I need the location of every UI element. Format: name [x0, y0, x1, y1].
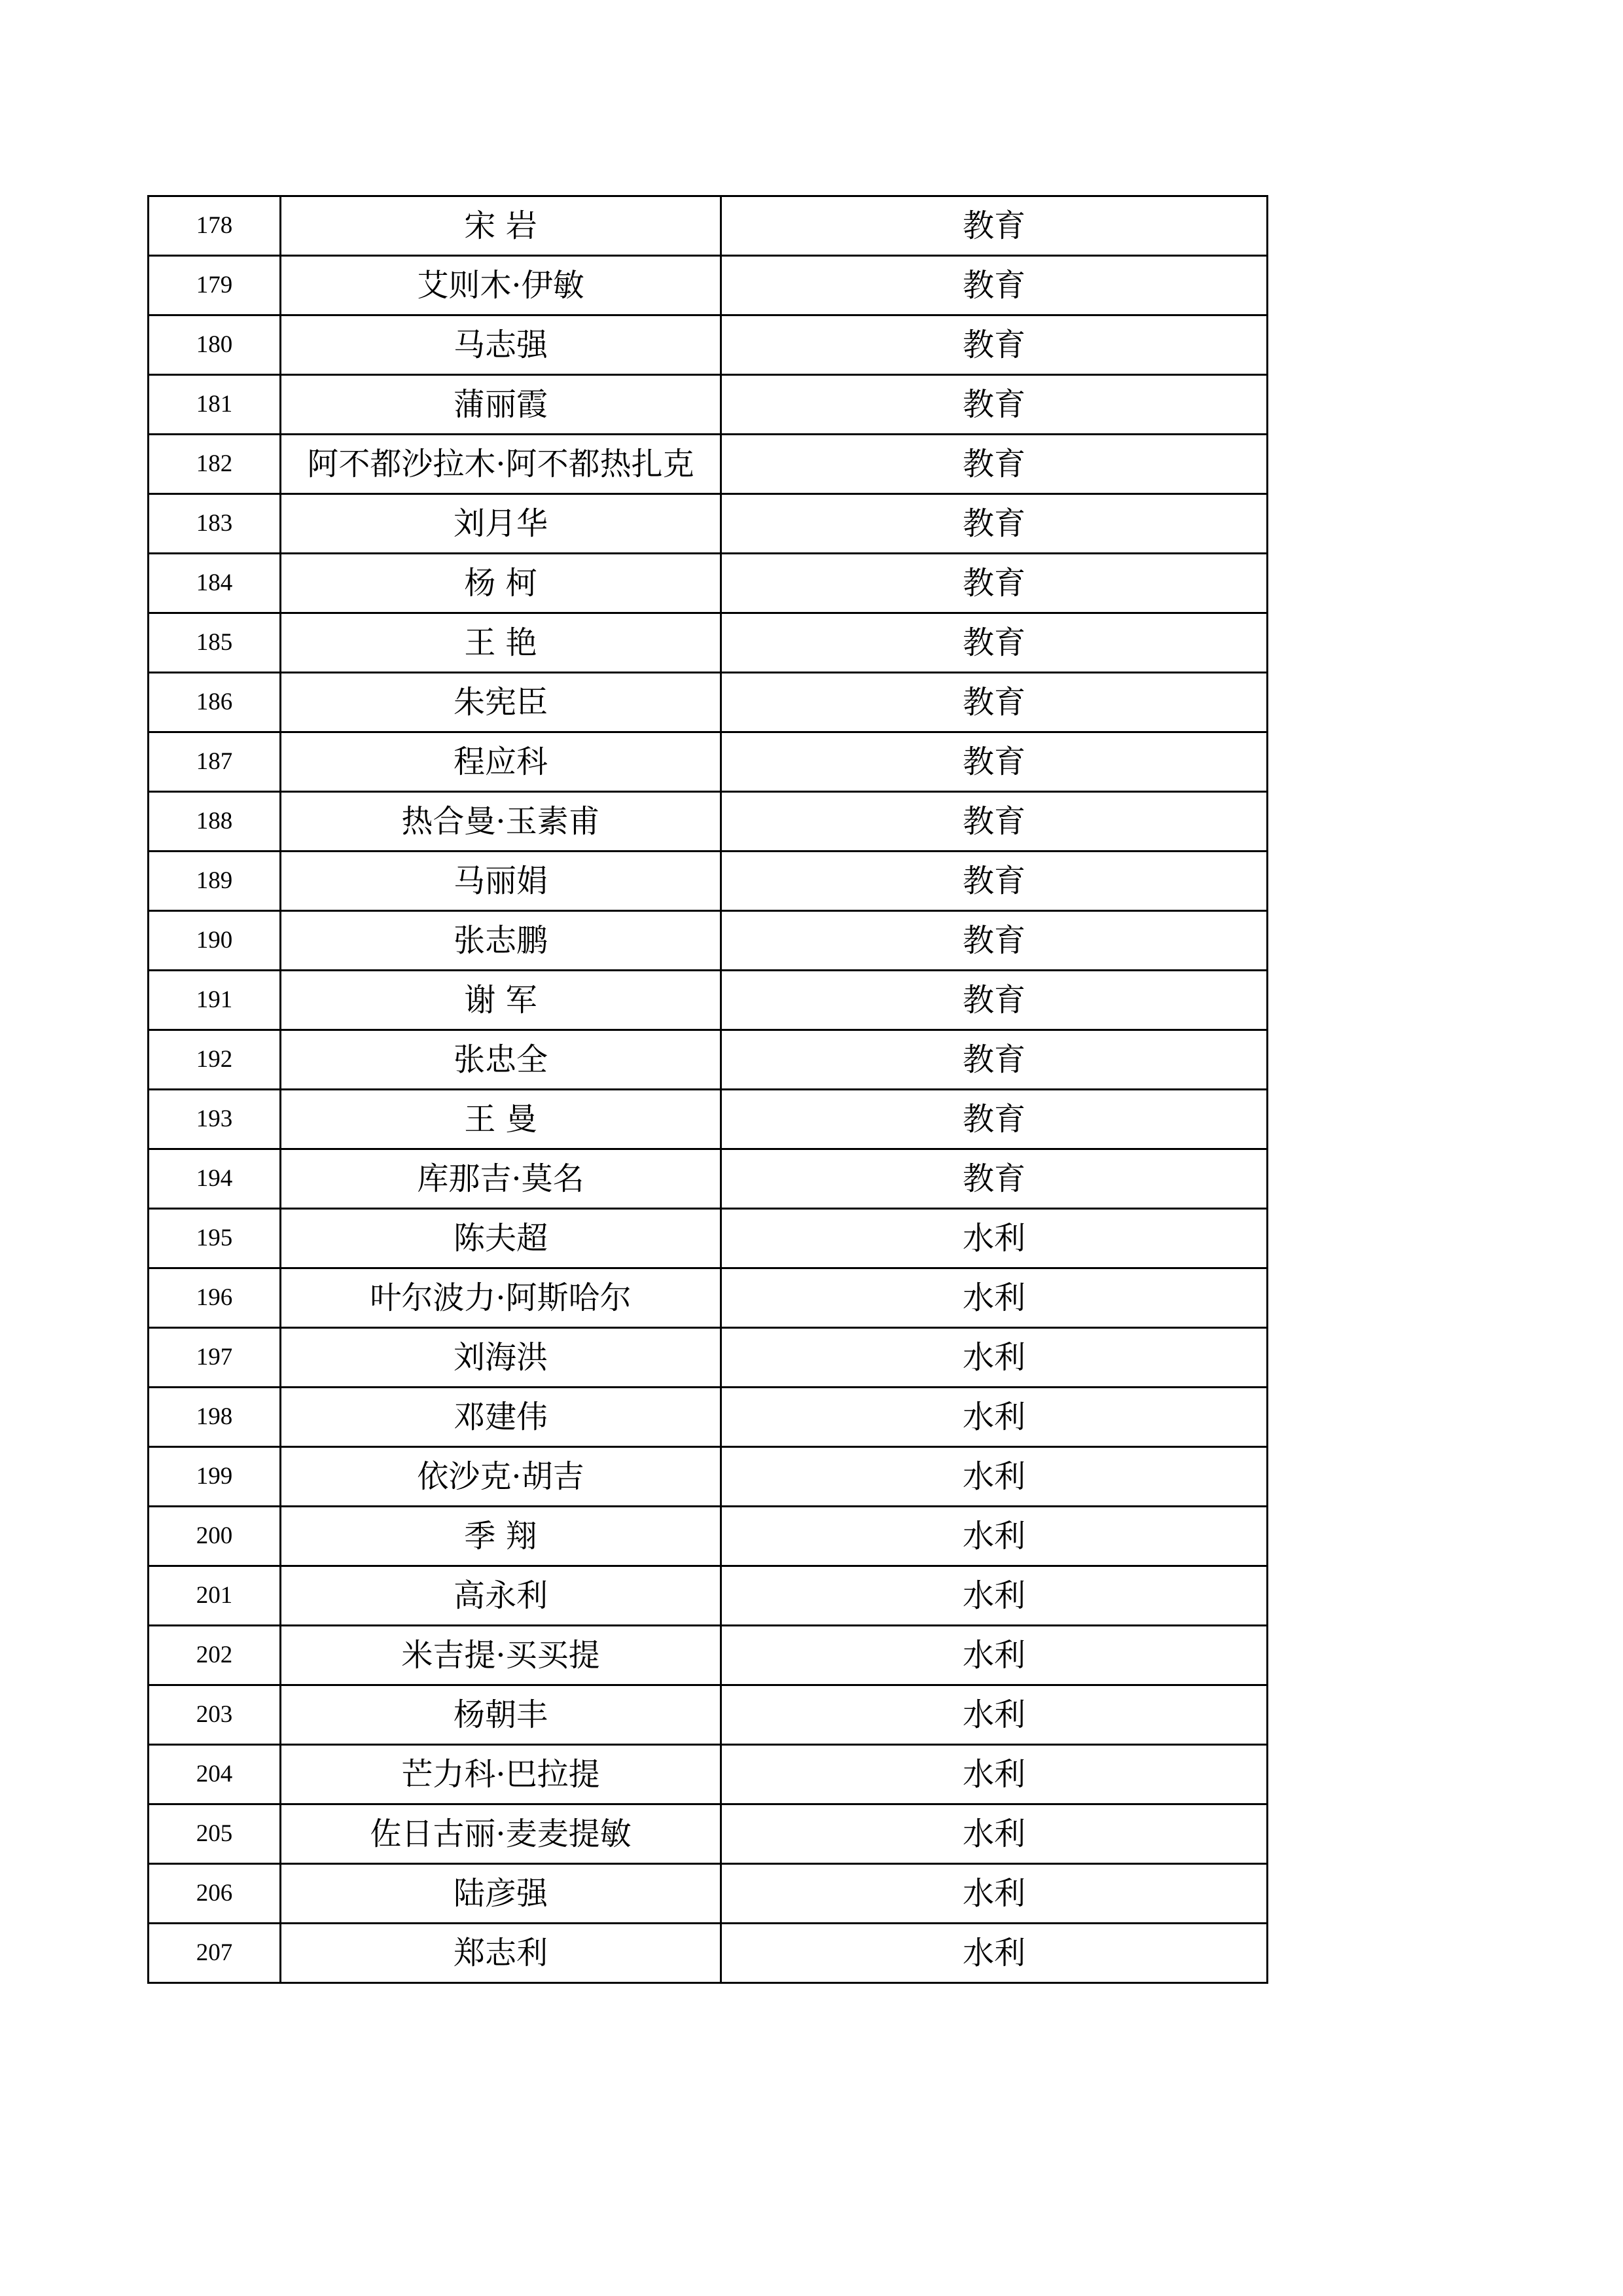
sector-cell: 水利 — [721, 1447, 1268, 1507]
sector-cell: 教育 — [721, 911, 1268, 971]
row-number-cell: 190 — [149, 911, 281, 971]
table-row — [149, 673, 1268, 732]
row-number-cell: 187 — [149, 732, 281, 792]
row-number-cell: 204 — [149, 1745, 281, 1804]
table-row — [149, 1924, 1268, 1983]
sector-cell: 教育 — [721, 315, 1268, 375]
person-name-cell: 高永利 — [281, 1566, 721, 1626]
row-number-cell: 201 — [149, 1566, 281, 1626]
row-number-cell: 202 — [149, 1626, 281, 1685]
sector-cell: 水利 — [721, 1566, 1268, 1626]
table-row — [149, 1388, 1268, 1447]
table-row — [149, 1149, 1268, 1209]
sector-cell: 教育 — [721, 1149, 1268, 1209]
table-row — [149, 1209, 1268, 1268]
table-row — [149, 1030, 1268, 1090]
sector-cell: 教育 — [721, 792, 1268, 852]
row-number-cell: 193 — [149, 1090, 281, 1149]
table-row — [149, 1268, 1268, 1328]
table-row — [149, 256, 1268, 315]
sector-cell: 教育 — [721, 673, 1268, 732]
row-number-cell: 184 — [149, 554, 281, 613]
sector-cell: 教育 — [721, 732, 1268, 792]
sector-cell: 水利 — [721, 1507, 1268, 1566]
person-name-cell: 张志鹏 — [281, 911, 721, 971]
table-row — [149, 315, 1268, 375]
table-row — [149, 852, 1268, 911]
table-row — [149, 494, 1268, 554]
row-number-cell: 185 — [149, 613, 281, 673]
sector-cell: 教育 — [721, 613, 1268, 673]
table-row — [149, 1804, 1268, 1864]
person-name-cell: 米吉提·买买提 — [281, 1626, 721, 1685]
row-number-cell: 200 — [149, 1507, 281, 1566]
sector-cell: 教育 — [721, 256, 1268, 315]
table-row — [149, 196, 1268, 256]
person-name-cell: 季 翔 — [281, 1507, 721, 1566]
row-number-cell: 192 — [149, 1030, 281, 1090]
sector-cell: 水利 — [721, 1626, 1268, 1685]
person-name-cell: 宋 岩 — [281, 196, 721, 256]
table-row — [149, 554, 1268, 613]
table-row — [149, 1566, 1268, 1626]
sector-cell: 教育 — [721, 494, 1268, 554]
person-name-cell: 蒲丽霞 — [281, 375, 721, 435]
row-number-cell: 191 — [149, 971, 281, 1030]
sector-cell: 教育 — [721, 375, 1268, 435]
person-name-cell: 刘月华 — [281, 494, 721, 554]
row-number-cell: 206 — [149, 1864, 281, 1924]
row-number-cell: 205 — [149, 1804, 281, 1864]
row-number-cell: 181 — [149, 375, 281, 435]
person-name-cell: 邓建伟 — [281, 1388, 721, 1447]
roster-table — [147, 195, 1268, 1984]
person-name-cell: 刘海洪 — [281, 1328, 721, 1388]
person-name-cell: 艾则木·伊敏 — [281, 256, 721, 315]
table-row — [149, 792, 1268, 852]
table-row — [149, 1507, 1268, 1566]
table-row — [149, 1685, 1268, 1745]
person-name-cell: 朱宪臣 — [281, 673, 721, 732]
person-name-cell: 叶尔波力·阿斯哈尔 — [281, 1268, 721, 1328]
person-name-cell: 杨 柯 — [281, 554, 721, 613]
row-number-cell: 183 — [149, 494, 281, 554]
person-name-cell: 王 艳 — [281, 613, 721, 673]
roster-body — [149, 196, 1268, 1983]
sector-cell: 水利 — [721, 1804, 1268, 1864]
row-number-cell: 180 — [149, 315, 281, 375]
person-name-cell: 芒力科·巴拉提 — [281, 1745, 721, 1804]
person-name-cell: 陈夫超 — [281, 1209, 721, 1268]
table-row — [149, 971, 1268, 1030]
sector-cell: 水利 — [721, 1209, 1268, 1268]
table-row — [149, 732, 1268, 792]
sector-cell: 教育 — [721, 971, 1268, 1030]
row-number-cell: 197 — [149, 1328, 281, 1388]
sector-cell: 水利 — [721, 1685, 1268, 1745]
sector-cell: 教育 — [721, 435, 1268, 494]
row-number-cell: 198 — [149, 1388, 281, 1447]
sector-cell: 水利 — [721, 1924, 1268, 1983]
table-row — [149, 375, 1268, 435]
person-name-cell: 郑志利 — [281, 1924, 721, 1983]
sector-cell: 教育 — [721, 1090, 1268, 1149]
sector-cell: 教育 — [721, 196, 1268, 256]
row-number-cell: 207 — [149, 1924, 281, 1983]
sector-cell: 水利 — [721, 1864, 1268, 1924]
row-number-cell: 182 — [149, 435, 281, 494]
person-name-cell: 张忠全 — [281, 1030, 721, 1090]
table-row — [149, 1090, 1268, 1149]
row-number-cell: 186 — [149, 673, 281, 732]
row-number-cell: 195 — [149, 1209, 281, 1268]
person-name-cell: 依沙克·胡吉 — [281, 1447, 721, 1507]
person-name-cell: 陆彦强 — [281, 1864, 721, 1924]
row-number-cell: 194 — [149, 1149, 281, 1209]
table-row — [149, 1447, 1268, 1507]
person-name-cell: 杨朝丰 — [281, 1685, 721, 1745]
sector-cell: 教育 — [721, 852, 1268, 911]
person-name-cell: 程应科 — [281, 732, 721, 792]
sector-cell: 教育 — [721, 554, 1268, 613]
person-name-cell: 马丽娟 — [281, 852, 721, 911]
row-number-cell: 196 — [149, 1268, 281, 1328]
sector-cell: 水利 — [721, 1745, 1268, 1804]
person-name-cell: 阿不都沙拉木·阿不都热扎克 — [281, 435, 721, 494]
table-row — [149, 911, 1268, 971]
person-name-cell: 马志强 — [281, 315, 721, 375]
table-row — [149, 1864, 1268, 1924]
sector-cell: 水利 — [721, 1328, 1268, 1388]
row-number-cell: 189 — [149, 852, 281, 911]
sector-cell: 教育 — [721, 1030, 1268, 1090]
row-number-cell: 188 — [149, 792, 281, 852]
table-row — [149, 435, 1268, 494]
row-number-cell: 199 — [149, 1447, 281, 1507]
person-name-cell: 库那吉·莫名 — [281, 1149, 721, 1209]
person-name-cell: 王 曼 — [281, 1090, 721, 1149]
row-number-cell: 203 — [149, 1685, 281, 1745]
table-row — [149, 1626, 1268, 1685]
table-row — [149, 1745, 1268, 1804]
row-number-cell: 178 — [149, 196, 281, 256]
table-row — [149, 613, 1268, 673]
sector-cell: 水利 — [721, 1268, 1268, 1328]
person-name-cell: 谢 军 — [281, 971, 721, 1030]
table-row — [149, 1328, 1268, 1388]
person-name-cell: 热合曼·玉素甫 — [281, 792, 721, 852]
row-number-cell: 179 — [149, 256, 281, 315]
sector-cell: 水利 — [721, 1388, 1268, 1447]
person-name-cell: 佐日古丽·麦麦提敏 — [281, 1804, 721, 1864]
